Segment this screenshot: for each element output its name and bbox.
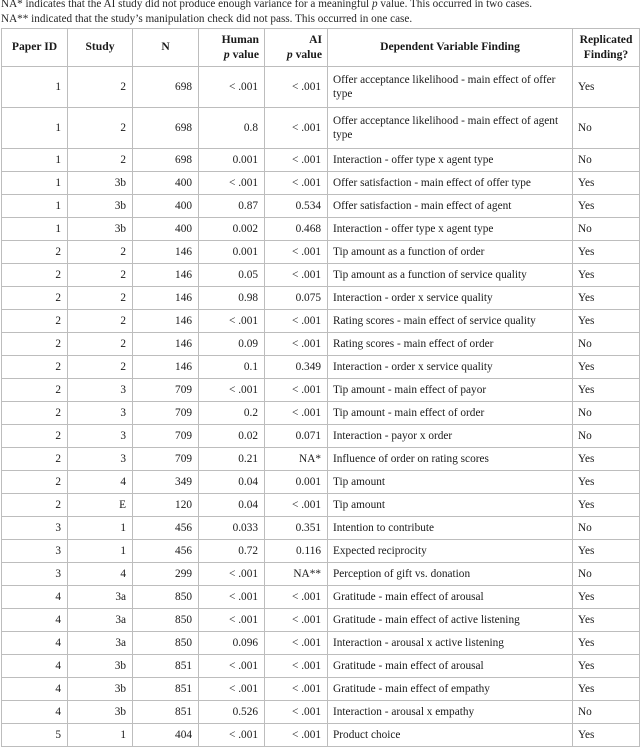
cell-dependent-variable-finding: Tip amount as a function of order xyxy=(328,241,573,264)
cell-human-p-value: < .001 xyxy=(199,172,265,195)
column-header-ai-p-italic: p xyxy=(286,47,293,61)
cell-replicated-finding: No xyxy=(573,333,640,356)
column-header-dependent-variable-finding xyxy=(328,29,573,67)
cell-paper-id: 2 xyxy=(2,402,68,425)
cell-paper-id: 1 xyxy=(2,195,68,218)
cell-replicated-finding: No xyxy=(573,425,640,448)
cell-n: 698 xyxy=(133,108,199,149)
table-row xyxy=(2,287,640,310)
cell-ai-p-value: 0.351 xyxy=(265,517,328,540)
column-header-n xyxy=(133,29,199,67)
cell-n: 851 xyxy=(133,701,199,724)
cell-ai-p-value: < .001 xyxy=(265,724,328,747)
cell-human-p-value: 0.21 xyxy=(199,448,265,471)
cell-human-p-value: 0.98 xyxy=(199,287,265,310)
table-row xyxy=(2,310,640,333)
cell-ai-p-value: < .001 xyxy=(265,632,328,655)
cell-study: E xyxy=(68,494,133,517)
cell-replicated-finding: Yes xyxy=(573,632,640,655)
cell-ai-p-value: 0.534 xyxy=(265,195,328,218)
cell-replicated-finding: No xyxy=(573,149,640,172)
table-row xyxy=(2,379,640,402)
cell-study: 4 xyxy=(68,471,133,494)
column-header-study xyxy=(68,29,133,67)
cell-ai-p-value: < .001 xyxy=(265,379,328,402)
cell-ai-p-value: < .001 xyxy=(265,609,328,632)
cell-human-p-value: 0.02 xyxy=(199,425,265,448)
cell-study: 3 xyxy=(68,425,133,448)
column-header-replicated-line1: Replicated xyxy=(579,33,633,46)
cell-human-p-value: 0.526 xyxy=(199,701,265,724)
cell-n: 709 xyxy=(133,402,199,425)
cell-replicated-finding: No xyxy=(573,218,640,241)
cell-human-p-value: < .001 xyxy=(199,678,265,701)
cell-paper-id: 2 xyxy=(2,425,68,448)
table-row xyxy=(2,448,640,471)
cell-n: 456 xyxy=(133,540,199,563)
cell-study: 2 xyxy=(68,149,133,172)
cell-study: 2 xyxy=(68,310,133,333)
cell-ai-p-value: < .001 xyxy=(265,149,328,172)
table-row xyxy=(2,724,640,747)
cell-ai-p-value: 0.075 xyxy=(265,287,328,310)
cell-paper-id: 5 xyxy=(2,724,68,747)
cell-paper-id: 1 xyxy=(2,108,68,149)
cell-dependent-variable-finding: Tip amount xyxy=(328,494,573,517)
cell-replicated-finding: Yes xyxy=(573,609,640,632)
cell-dependent-variable-finding: Tip amount as a function of service quality xyxy=(328,264,573,287)
cell-ai-p-value: < .001 xyxy=(265,241,328,264)
cell-study: 2 xyxy=(68,241,133,264)
cell-study: 3b xyxy=(68,701,133,724)
cell-human-p-value: 0.033 xyxy=(199,517,265,540)
cell-human-p-value: 0.8 xyxy=(199,108,265,149)
column-header-ai-line2 xyxy=(270,48,322,63)
cell-ai-p-value: < .001 xyxy=(265,108,328,149)
table-row xyxy=(2,471,640,494)
table-header-row xyxy=(2,29,640,67)
cell-n: 146 xyxy=(133,241,199,264)
cell-human-p-value: 0.72 xyxy=(199,540,265,563)
cell-paper-id: 2 xyxy=(2,356,68,379)
cell-human-p-value: < .001 xyxy=(199,563,265,586)
cell-human-p-value: < .001 xyxy=(199,379,265,402)
cell-ai-p-value: < .001 xyxy=(265,310,328,333)
cell-paper-id: 2 xyxy=(2,287,68,310)
cell-study: 1 xyxy=(68,517,133,540)
cell-replicated-finding: Yes xyxy=(573,379,640,402)
cell-study: 3 xyxy=(68,402,133,425)
cell-replicated-finding: Yes xyxy=(573,287,640,310)
cell-human-p-value: 0.09 xyxy=(199,333,265,356)
cell-study: 3 xyxy=(68,379,133,402)
cell-study: 3a xyxy=(68,609,133,632)
cell-paper-id: 4 xyxy=(2,586,68,609)
cell-human-p-value: < .001 xyxy=(199,586,265,609)
cell-dependent-variable-finding: Interaction - offer type x agent type xyxy=(328,218,573,241)
cell-dependent-variable-finding: Interaction - arousal x empathy xyxy=(328,701,573,724)
cell-paper-id: 2 xyxy=(2,471,68,494)
cell-dependent-variable-finding: Tip amount - main effect of order xyxy=(328,402,573,425)
cell-human-p-value: 0.096 xyxy=(199,632,265,655)
cell-ai-p-value: NA* xyxy=(265,448,328,471)
cell-replicated-finding: Yes xyxy=(573,586,640,609)
cell-ai-p-value: < .001 xyxy=(265,701,328,724)
cell-n: 120 xyxy=(133,494,199,517)
table-row xyxy=(2,701,640,724)
cell-dependent-variable-finding: Gratitude - main effect of empathy xyxy=(328,678,573,701)
note-line-1-italic-p: p xyxy=(371,0,378,10)
cell-replicated-finding: Yes xyxy=(573,448,640,471)
cell-study: 3b xyxy=(68,195,133,218)
cell-replicated-finding: No xyxy=(573,402,640,425)
cell-paper-id: 2 xyxy=(2,448,68,471)
note-line-2: NA** indicated that the study’s manipulation check did not pass. This occurred in one case. xyxy=(1,13,413,25)
column-header-human-p-value xyxy=(199,29,265,67)
cell-replicated-finding: Yes xyxy=(573,494,640,517)
cell-paper-id: 2 xyxy=(2,310,68,333)
cell-replicated-finding: No xyxy=(573,563,640,586)
cell-n: 456 xyxy=(133,517,199,540)
cell-dependent-variable-finding: Tip amount - main effect of payor xyxy=(328,379,573,402)
table-row xyxy=(2,218,640,241)
cell-dependent-variable-finding: Intention to contribute xyxy=(328,517,573,540)
cell-n: 349 xyxy=(133,471,199,494)
table-row xyxy=(2,67,640,108)
column-header-replicated-finding xyxy=(573,29,640,67)
cell-ai-p-value: < .001 xyxy=(265,494,328,517)
column-header-human-value-word: value xyxy=(229,47,259,61)
cell-human-p-value: 0.002 xyxy=(199,218,265,241)
cell-n: 146 xyxy=(133,356,199,379)
table-row xyxy=(2,241,640,264)
cell-ai-p-value: 0.001 xyxy=(265,471,328,494)
cell-study: 3 xyxy=(68,448,133,471)
cell-dependent-variable-finding: Offer satisfaction - main effect of offer type xyxy=(328,172,573,195)
cell-study: 2 xyxy=(68,287,133,310)
column-header-n-label: N xyxy=(161,40,170,54)
table-row xyxy=(2,655,640,678)
cell-dependent-variable-finding: Interaction - payor x order xyxy=(328,425,573,448)
cell-n: 146 xyxy=(133,310,199,333)
cell-dependent-variable-finding: Interaction - order x service quality xyxy=(328,356,573,379)
cell-study: 1 xyxy=(68,724,133,747)
cell-paper-id: 3 xyxy=(2,517,68,540)
cell-human-p-value: 0.05 xyxy=(199,264,265,287)
cell-n: 850 xyxy=(133,586,199,609)
cell-n: 400 xyxy=(133,195,199,218)
table-body xyxy=(2,67,640,747)
cell-n: 299 xyxy=(133,563,199,586)
cell-human-p-value: < .001 xyxy=(199,310,265,333)
cell-study: 2 xyxy=(68,356,133,379)
table-row xyxy=(2,494,640,517)
cell-study: 3b xyxy=(68,172,133,195)
cell-dependent-variable-finding: Offer satisfaction - main effect of agent xyxy=(328,195,573,218)
cell-n: 400 xyxy=(133,218,199,241)
cell-human-p-value: 0.2 xyxy=(199,402,265,425)
cell-study: 2 xyxy=(68,108,133,149)
cell-n: 709 xyxy=(133,448,199,471)
cell-ai-p-value: < .001 xyxy=(265,402,328,425)
cell-human-p-value: < .001 xyxy=(199,609,265,632)
cell-n: 850 xyxy=(133,632,199,655)
column-header-human-line2 xyxy=(204,48,259,63)
cell-ai-p-value: < .001 xyxy=(265,655,328,678)
cell-study: 4 xyxy=(68,563,133,586)
column-header-human-line1: Human xyxy=(221,33,259,46)
cell-paper-id: 1 xyxy=(2,67,68,108)
cell-ai-p-value: 0.349 xyxy=(265,356,328,379)
cell-paper-id: 3 xyxy=(2,563,68,586)
cell-study: 2 xyxy=(68,333,133,356)
cell-dependent-variable-finding: Gratitude - main effect of arousal xyxy=(328,586,573,609)
cell-n: 146 xyxy=(133,264,199,287)
note-line-1 xyxy=(1,0,639,12)
cell-replicated-finding: Yes xyxy=(573,724,640,747)
cell-replicated-finding: No xyxy=(573,108,640,149)
table-row xyxy=(2,586,640,609)
cell-human-p-value: < .001 xyxy=(199,655,265,678)
cell-paper-id: 2 xyxy=(2,241,68,264)
cell-paper-id: 2 xyxy=(2,333,68,356)
table-row xyxy=(2,609,640,632)
cell-dependent-variable-finding: Product choice xyxy=(328,724,573,747)
table-row xyxy=(2,540,640,563)
cell-ai-p-value: NA** xyxy=(265,563,328,586)
cell-study: 3a xyxy=(68,586,133,609)
cell-dependent-variable-finding: Interaction - order x service quality xyxy=(328,287,573,310)
cell-human-p-value: < .001 xyxy=(199,67,265,108)
cell-ai-p-value: < .001 xyxy=(265,333,328,356)
table-row xyxy=(2,264,640,287)
cell-human-p-value: 0.1 xyxy=(199,356,265,379)
cell-n: 146 xyxy=(133,333,199,356)
cell-replicated-finding: Yes xyxy=(573,67,640,108)
cell-study: 3a xyxy=(68,632,133,655)
cell-n: 851 xyxy=(133,678,199,701)
column-header-paper-id-label: Paper ID xyxy=(11,40,58,54)
column-header-ai-value-word: value xyxy=(292,47,322,61)
cell-paper-id: 2 xyxy=(2,379,68,402)
table-row xyxy=(2,425,640,448)
table-row xyxy=(2,333,640,356)
cell-ai-p-value: 0.071 xyxy=(265,425,328,448)
cell-replicated-finding: Yes xyxy=(573,241,640,264)
table-row xyxy=(2,172,640,195)
table-note xyxy=(1,0,639,27)
cell-paper-id: 4 xyxy=(2,678,68,701)
cell-study: 3b xyxy=(68,218,133,241)
cell-study: 3b xyxy=(68,655,133,678)
cell-n: 709 xyxy=(133,425,199,448)
note-line-1-part-a: NA* indicates that the AI study did not produce enough variance for a meaningful xyxy=(1,0,372,10)
table-row xyxy=(2,149,640,172)
note-line-1-part-b: value. This occurred in two cases. xyxy=(377,0,533,10)
cell-study: 1 xyxy=(68,540,133,563)
cell-replicated-finding: No xyxy=(573,517,640,540)
cell-human-p-value: 0.04 xyxy=(199,494,265,517)
cell-paper-id: 1 xyxy=(2,172,68,195)
cell-human-p-value: < .001 xyxy=(199,724,265,747)
cell-replicated-finding: Yes xyxy=(573,540,640,563)
column-header-ai-line1: AI xyxy=(309,33,322,46)
cell-ai-p-value: < .001 xyxy=(265,678,328,701)
cell-paper-id: 2 xyxy=(2,264,68,287)
cell-dependent-variable-finding: Tip amount xyxy=(328,471,573,494)
cell-paper-id: 4 xyxy=(2,701,68,724)
table-row xyxy=(2,563,640,586)
cell-paper-id: 4 xyxy=(2,609,68,632)
cell-n: 851 xyxy=(133,655,199,678)
cell-paper-id: 4 xyxy=(2,632,68,655)
cell-dependent-variable-finding: Rating scores - main effect of order xyxy=(328,333,573,356)
cell-human-p-value: 0.001 xyxy=(199,241,265,264)
table-row xyxy=(2,632,640,655)
cell-dependent-variable-finding: Influence of order on rating scores xyxy=(328,448,573,471)
table-row xyxy=(2,195,640,218)
cell-human-p-value: 0.87 xyxy=(199,195,265,218)
cell-study: 2 xyxy=(68,264,133,287)
cell-ai-p-value: < .001 xyxy=(265,67,328,108)
cell-replicated-finding: Yes xyxy=(573,471,640,494)
cell-replicated-finding: Yes xyxy=(573,264,640,287)
table-row xyxy=(2,517,640,540)
cell-paper-id: 1 xyxy=(2,218,68,241)
cell-dependent-variable-finding: Expected reciprocity xyxy=(328,540,573,563)
cell-dependent-variable-finding: Perception of gift vs. donation xyxy=(328,563,573,586)
column-header-paper-id xyxy=(2,29,68,67)
cell-study: 2 xyxy=(68,67,133,108)
column-header-replicated-line2: Finding? xyxy=(583,47,629,61)
cell-n: 698 xyxy=(133,67,199,108)
table-row xyxy=(2,356,640,379)
cell-paper-id: 2 xyxy=(2,494,68,517)
cell-human-p-value: 0.04 xyxy=(199,471,265,494)
cell-replicated-finding: No xyxy=(573,701,640,724)
cell-dependent-variable-finding: Gratitude - main effect of arousal xyxy=(328,655,573,678)
column-header-ai-p-value xyxy=(265,29,328,67)
replication-results-table xyxy=(1,28,640,747)
table-row xyxy=(2,402,640,425)
cell-dependent-variable-finding: Gratitude - main effect of active listening xyxy=(328,609,573,632)
cell-paper-id: 4 xyxy=(2,655,68,678)
cell-dependent-variable-finding: Offer acceptance likelihood - main effect of agent type xyxy=(328,108,573,149)
cell-replicated-finding: Yes xyxy=(573,655,640,678)
cell-replicated-finding: Yes xyxy=(573,356,640,379)
cell-human-p-value: 0.001 xyxy=(199,149,265,172)
cell-replicated-finding: Yes xyxy=(573,195,640,218)
column-header-study-label: Study xyxy=(85,40,115,54)
table-row xyxy=(2,108,640,149)
cell-dependent-variable-finding: Interaction - arousal x active listening xyxy=(328,632,573,655)
cell-replicated-finding: Yes xyxy=(573,172,640,195)
cell-n: 709 xyxy=(133,379,199,402)
cell-replicated-finding: Yes xyxy=(573,678,640,701)
cell-study: 3b xyxy=(68,678,133,701)
cell-dependent-variable-finding: Rating scores - main effect of service quality xyxy=(328,310,573,333)
cell-ai-p-value: < .001 xyxy=(265,586,328,609)
column-header-dv-label: Dependent Variable Finding xyxy=(380,40,520,54)
cell-dependent-variable-finding: Offer acceptance likelihood - main effect of offer type xyxy=(328,67,573,108)
table-row xyxy=(2,678,640,701)
table-header xyxy=(2,29,640,67)
cell-replicated-finding: Yes xyxy=(573,310,640,333)
cell-ai-p-value: 0.116 xyxy=(265,540,328,563)
cell-ai-p-value: < .001 xyxy=(265,264,328,287)
cell-n: 404 xyxy=(133,724,199,747)
cell-dependent-variable-finding: Interaction - offer type x agent type xyxy=(328,149,573,172)
cell-n: 146 xyxy=(133,287,199,310)
cell-n: 850 xyxy=(133,609,199,632)
column-header-human-p-italic: p xyxy=(223,47,230,61)
cell-n: 698 xyxy=(133,149,199,172)
cell-ai-p-value: < .001 xyxy=(265,172,328,195)
cell-n: 400 xyxy=(133,172,199,195)
cell-paper-id: 1 xyxy=(2,149,68,172)
cell-ai-p-value: 0.468 xyxy=(265,218,328,241)
cell-paper-id: 3 xyxy=(2,540,68,563)
